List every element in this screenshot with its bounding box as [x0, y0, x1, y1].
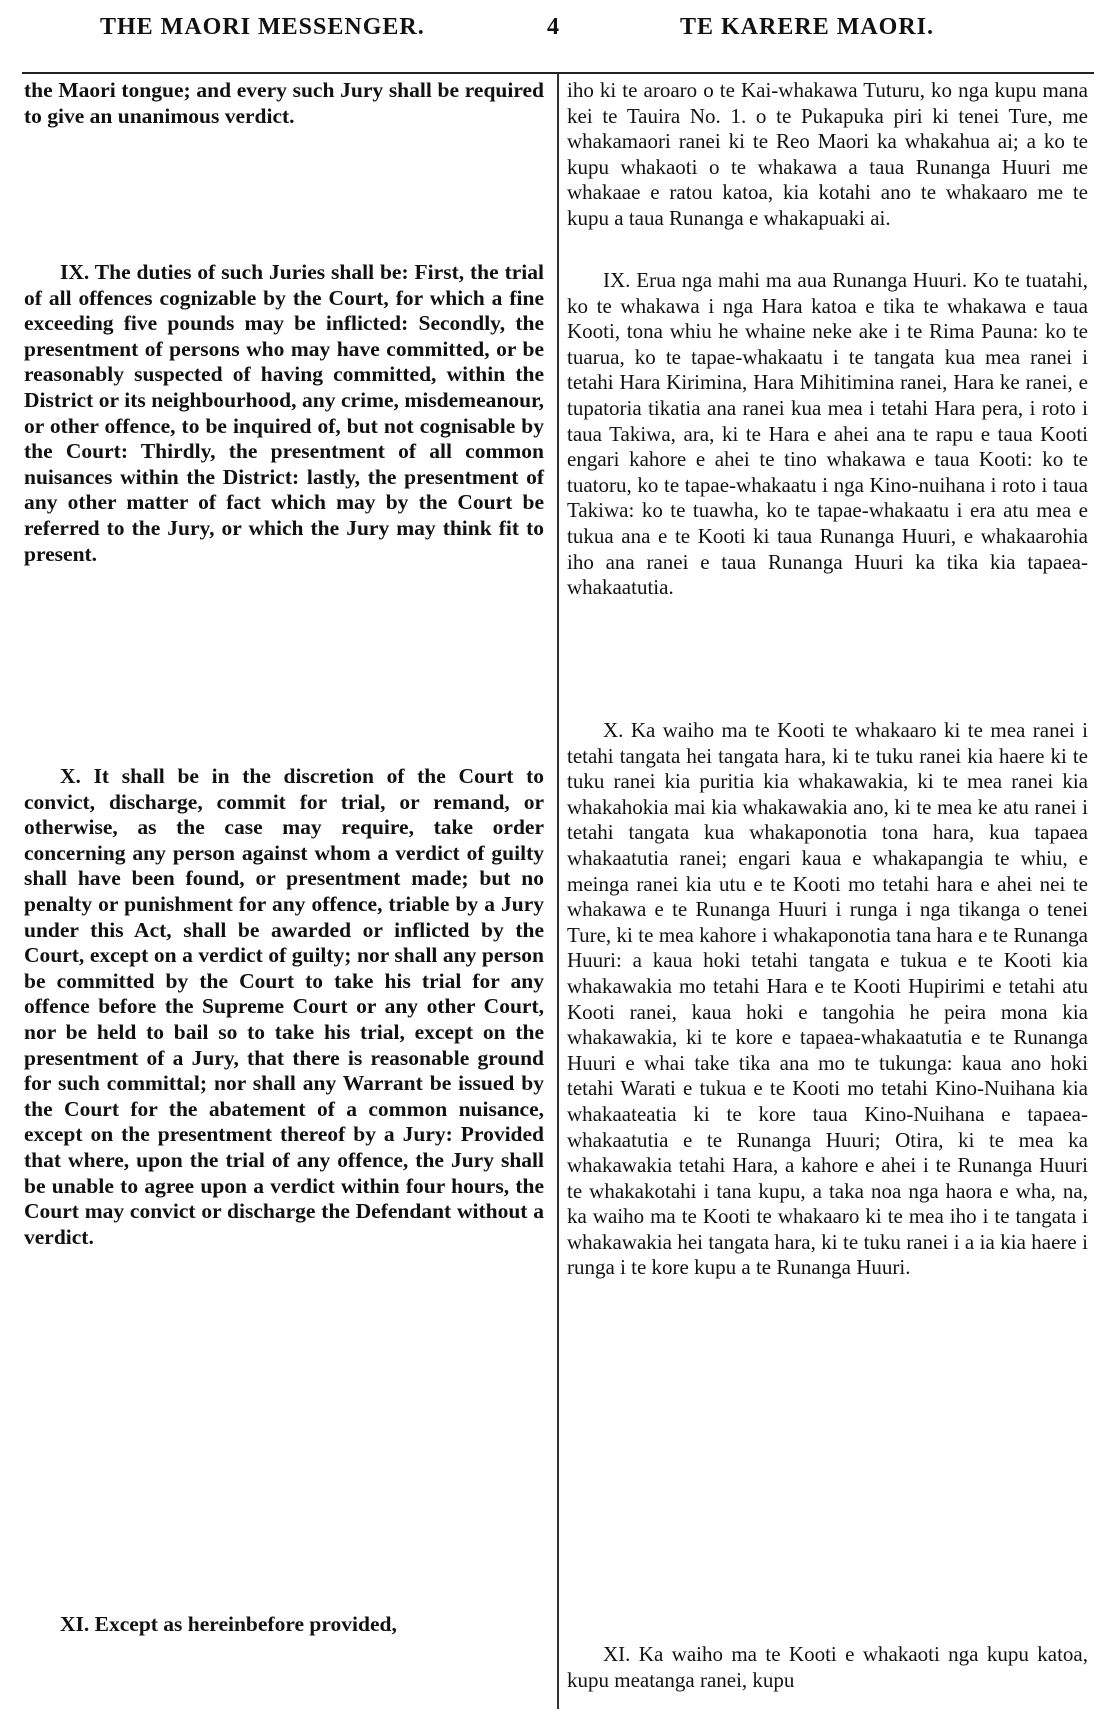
page-number: 4: [547, 14, 559, 40]
maori-section-x: [567, 718, 1088, 1281]
maori-section-ix: [567, 268, 1088, 601]
english-section-ix-text: IX. The duties of such Juries shall be: First, the trial of all offences cognizable by the Court, for which a fine exceeding five pounds may be inflicted: Secondly, the presentment of persons who may have committed, or be reasonably suspected of having committed, within the District or its neighbourhood, any crime, misdemeanour, or other offence, to be inquired of, but not cognisable by the Court: Thirdly, the presentment of all common nuisances within the District: lastly, the presentment of any other matter of fact which may by the Court be referred to the Jury, or which the Jury may think fit to present.: [24, 260, 544, 566]
english-section-ix: [24, 260, 544, 567]
english-opening-text: the Maori tongue; and every such Jury shall be required to give an unanimous verdict.: [24, 78, 544, 128]
maori-section-ix-text: IX. Erua nga mahi ma aua Runanga Huuri. Ko te tuatahi, ko te whakawa i nga Hara katoa e tika te whakawa e taua Kooti, tona whiu he whaine neke ake i te Rima Pauna: ko te tuarua, ko te tapae-whakaatu i te tangata kua mea ranei i tetahi Hara Kirimina, Hara Mihitimina ranei, Hara ke ranei, e tupatoria tikatia ana ranei kua mea i tetahi Hara pera, i roto i taua Takiwa, ara, ki te Hara e ahei ana te rapu e taua Kooti engari kahore e ahei te tino whakawa e taua Kooti: ko te tuatoru, ko te tapae-whakaatu i nga Kino-nuihana i roto i taua Takiwa: ko te tuawha, ko te tapae-whakaatu i era atu mea e tukua ana e te Kooti ki taua Runanga Huuri, e whakaarohia iho ana ranei e taua Runanga Huuri ka tika kia tapaea-whakaatutia.: [567, 268, 1088, 600]
english-masthead: THE MAORI MESSENGER.: [100, 14, 425, 40]
column-divider: [557, 74, 559, 1709]
english-opening: [24, 78, 544, 129]
maori-section-xi: [567, 1642, 1088, 1693]
english-section-x-text: X. It shall be in the discretion of the Court to convict, discharge, commit for trial, or remand, or otherwise, as the case may require, take order concerning any person against whom a verdict of guilty shall have been found, or presentment made; but no penalty or punishment for any offence, triable by a Jury under this Act, shall be awarded or inflicted by the Court, except on a verdict of guilty; nor shall any person be committed by the Court to take his trial for any offence before the Supreme Court or any other Court, nor be held to bail so to take his trial, except on the presentment of a Jury, that there is reasonable ground for such committal; nor shall any Warrant be issued by the Court for the abatement of a common nuisance, except on the presentment thereof by a Jury: Provided that where, upon the trial of any offence, the Jury shall be unable to agree upon a verdict within four hours, the Court may convict or discharge the Defendant without a verdict.: [24, 764, 544, 1249]
english-section-xi-text: XI. Except as hereinbefore provided,: [60, 1612, 397, 1636]
english-section-xi: [24, 1612, 544, 1638]
maori-section-xi-text: XI. Ka waiho ma te Kooti e whakaoti nga kupu katoa, kupu meatanga ranei, kupu: [567, 1642, 1088, 1692]
maori-opening-text: iho ki te aroaro o te Kai-whakawa Tuturu, ko nga kupu mana kei te Tauira No. 1. o te Pukapuka piri ki tenei Ture, me whakamaori ranei ki te Reo Maori ka whakahua ai; a ko te kupu whakaoti o te whakawa a taua Runanga Huuri me whakaae e ratou katoa, kia kotahi ano te whakaaro me te kupu a taua Runanga e whakapuaki ai.: [567, 78, 1088, 230]
maori-opening: [567, 78, 1088, 232]
maori-masthead: TE KARERE MAORI.: [680, 14, 935, 40]
english-section-x: [24, 764, 544, 1250]
page-header: [20, 14, 1094, 50]
maori-section-x-text: X. Ka waiho ma te Kooti te whakaaro ki te mea ranei i tetahi tangata hei tangata hara, ki te tuku ranei kia haere ki te tuku ranei kia puritia kia whakawakia, ki te mea ranei kia whakahokia mai kia whakawakia ano, ki te mea ke atu ranei i tetahi tangata kua whakaponotia tona hara, kua tapaea whakaatutia ranei; engari kaua e whakapangia te whiu, e meinga ranei kia utu e te Kooti mo tetahi hara e ahei nei te whakawa e te Runanga Huuri i runga i nga tikanga o tenei Ture, ki te mea kahore i whakaponotia tana hara e te Runanga Huuri: a kaua hoki tetahi tangata e tukua e te Kooti kia whakawakia mo tetahi Hara e te Kooti Hupirimi e tetahi atu Kooti ranei, kaua hoki e tangohia he peira mona kia whakawakia, ki te kore e tapaea-whakaatutia e te Runanga Huuri e whai take tika ana mo te tukunga: kaua ano hoki tetahi Warati e tukua e te Kooti mo tetahi Kino-Nuihana kia whakaateatia ki te kore taua Kino-Nuihana e tapaea-whakaatutia e te Runanga Huuri; Otira, ki te mea ka whakawakia tetahi Hara, a kahore e ahei i te Runanga Huuri te whakakotahi i tana kupu, a taka noa nga haora e wha, na, ka waiho ma te Kooti te whakaaro ki te mea iho i te tangata i whakawakia hei tangata hara, ki te tuku ranei i a ia kia haere i runga i te kore kupu a te Runanga Huuri.: [567, 718, 1088, 1280]
